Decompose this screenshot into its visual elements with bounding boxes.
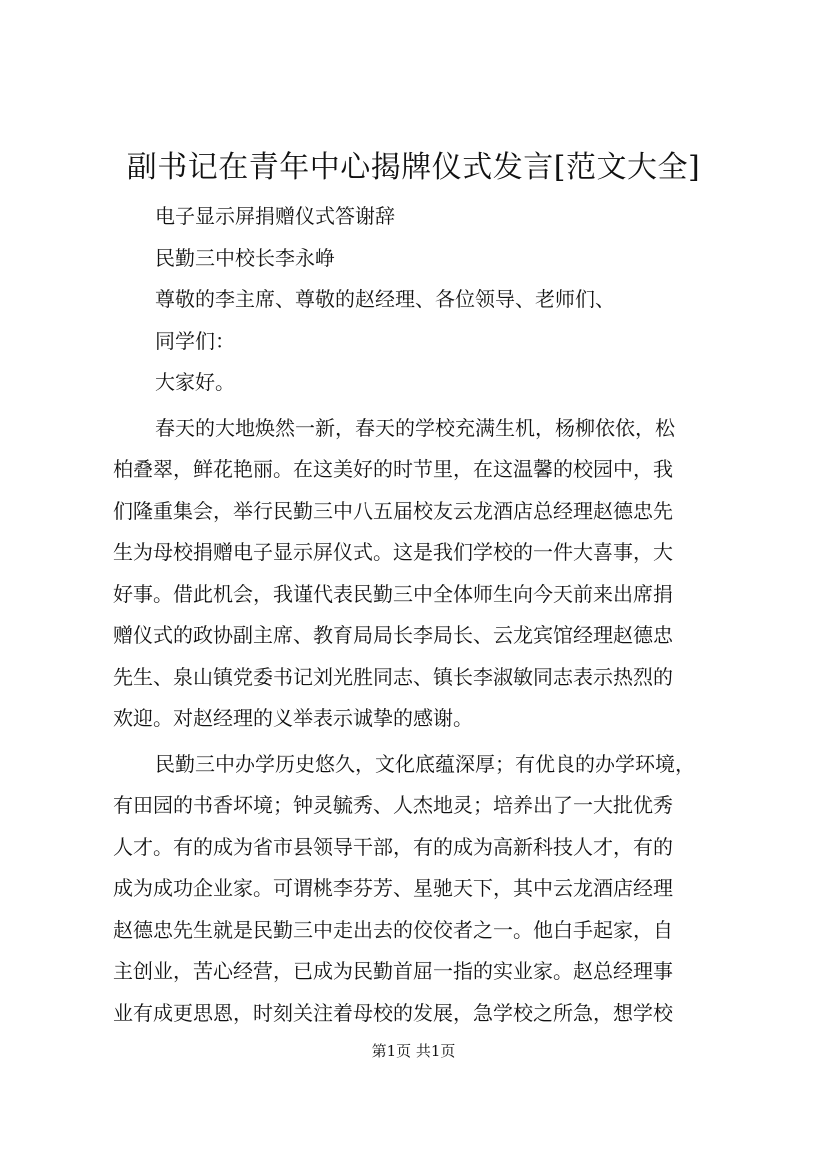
paragraph-line: 民勤三中办学历史悠久，文化底蕴深厚；有优良的办学环境， — [155, 751, 695, 776]
paragraph-line: 人才。有的成为省市县领导干部，有的成为高新科技人才，有的 — [113, 834, 673, 859]
paragraph-line: 欢迎。对赵经理的义举表示诚挚的感谢。 — [113, 706, 473, 730]
paragraph-line: 成为成功企业家。可谓桃李芬芳、星驰天下，其中云龙酒店经理 — [113, 876, 673, 900]
heading-line: 电子显示屏捐赠仪式答谢辞 — [155, 204, 395, 228]
paragraph-line: 先生、泉山镇党委书记刘光胜同志、镇长李淑敏同志表示热烈的 — [113, 664, 673, 689]
paragraph-line: 生为母校捐赠电子显示屏仪式。这是我们学校的一件大喜事，大 — [113, 540, 673, 564]
paragraph-line: 柏叠翠，鲜花艳丽。在这美好的时节里，在这温馨的校园中，我 — [113, 457, 673, 481]
salutation-line: 同学们： — [155, 328, 235, 353]
document-title: 副书记在青年中心揭牌仪式发言[范文大全] — [126, 150, 701, 185]
paragraph-line: 好事。借此机会，我谨代表民勤三中全体师生向今天前来出席捐 — [113, 581, 673, 606]
paragraph-line: 们隆重集会，举行民勤三中八五届校友云龙酒店总经理赵德忠先 — [113, 498, 673, 523]
paragraph-line: 主创业，苦心经营，已成为民勤首屈一指的实业家。赵总经理事 — [113, 959, 673, 983]
salutation-line: 尊敬的李主席、尊敬的赵经理、各位领导、老师们、 — [155, 287, 615, 311]
paragraph-line: 有田园的书香坏境；钟灵毓秀、人杰地灵；培养出了一大批优秀 — [113, 793, 673, 817]
paragraph-line: 春天的大地焕然一新，春天的学校充满生机，杨柳依依，松 — [155, 415, 675, 440]
heading-line: 民勤三中校长李永峥 — [155, 245, 335, 270]
document-body — [113, 196, 725, 1034]
paragraph-line: 赠仪式的政协副主席、教育局局长李局长、云龙宾馆经理赵德忠 — [113, 623, 673, 647]
page-number-footer: 第1页 共1页 — [371, 1042, 456, 1060]
paragraph-line: 赵德忠先生就是民勤三中走出去的佼佼者之一。他白手起家，自 — [113, 917, 673, 942]
paragraph-line: 业有成更思恩，时刻关注着母校的发展，急学校之所急，想学校 — [113, 1000, 673, 1025]
greeting-line: 大家好。 — [155, 370, 235, 394]
